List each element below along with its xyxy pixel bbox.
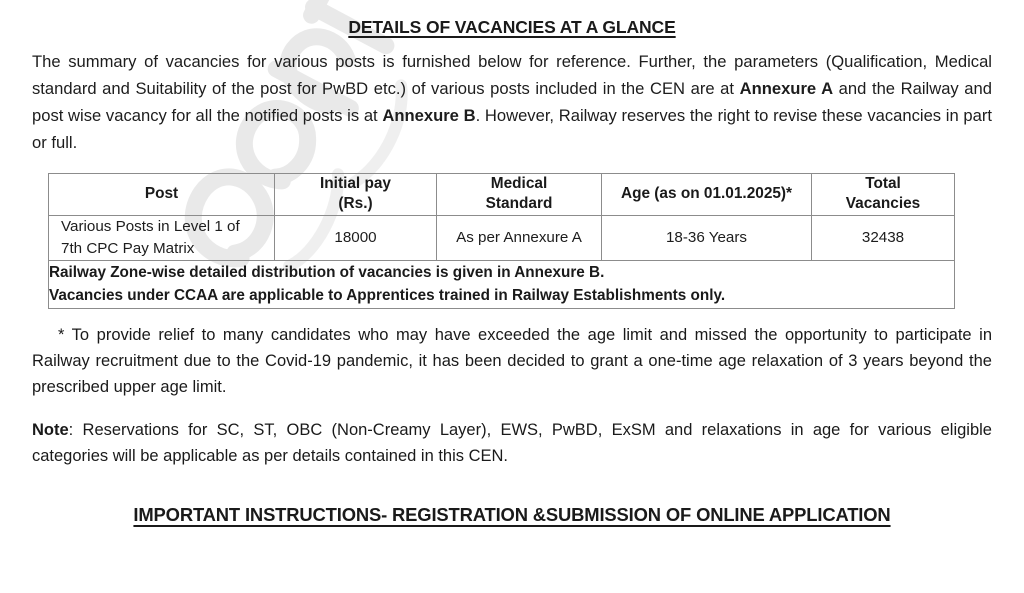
cell-post-line2: 7th CPC Pay Matrix	[61, 240, 195, 258]
age-relaxation-footnote: * To provide relief to many candidates who may have exceeded the age limit and missed the opportunity to participate in Railway recruitment due to the Covid-19 pandemic, it has been decided to grant a one-time age relaxation of 3 years beyond the prescribed upper age limit.	[32, 325, 992, 397]
intro-part-1: The summary of vacancies for various posts is furnished below for reference. Further, the parameters (Qualification, Medical standard and Suitability of the post for PwBD etc.) of various posts included in the CEN are at	[32, 52, 992, 98]
annexure-a-ref: Annexure A	[739, 78, 834, 98]
intro-part-2: and the Railway and post wise vacancy for all the notified posts is at	[32, 78, 992, 125]
column-header-total-line1: Total	[865, 174, 901, 192]
document-page	[0, 17, 1024, 593]
table-footer-note	[49, 261, 955, 309]
column-header-medical-line1: Medical	[490, 174, 548, 192]
column-header-initial-pay-line2: (Rs.)	[338, 195, 373, 213]
cell-post-line1: Various Posts in Level 1 of	[61, 218, 240, 236]
note-label: Note	[32, 420, 69, 439]
intro-paragraph	[32, 49, 992, 157]
column-header-age: Age (as on 01.01.2025)*	[602, 173, 812, 216]
table-footer-note-row	[49, 261, 955, 309]
page-title-text: DETAILS OF VACANCIES AT A GLANCE	[348, 17, 676, 37]
intro-part-3: . However, Railway reserves the right to revise these vacancies in part or full.	[32, 105, 992, 152]
column-header-initial-pay	[275, 173, 437, 216]
bottom-section-heading-text: IMPORTANT INSTRUCTIONS- REGISTRATION &SUBMISSION OF ONLINE APPLICATION	[133, 503, 891, 525]
cell-initial-pay: 18000	[275, 216, 437, 261]
cell-medical-standard: As per Annexure A	[437, 216, 602, 261]
table-footer-note-line1: Railway Zone-wise detailed distribution of vacancies is given in Annexure B.	[49, 264, 605, 282]
column-header-post: Post	[49, 173, 275, 216]
note-text: : Reservations for SC, ST, OBC (Non-Creamy Layer), EWS, PwBD, ExSM and relaxations in age for various eligible categories will be applicable as per details contained in this CEN.	[32, 420, 992, 466]
column-header-total-line2: Vacancies	[845, 195, 921, 213]
annexure-b-ref: Annexure B	[382, 105, 476, 125]
document-content	[0, 17, 1024, 526]
column-header-medical-line2: Standard	[485, 195, 553, 213]
reservations-note	[32, 417, 992, 470]
table-footer-note-line2: Vacancies under CCAA are applicable to Apprentices trained in Railway Establishments only.	[49, 287, 726, 305]
bottom-section-heading	[32, 504, 992, 526]
cell-age: 18-36 Years	[602, 216, 812, 261]
cell-total-vacancies: 32438	[812, 216, 955, 261]
column-header-total-vacancies	[812, 173, 955, 216]
column-header-initial-pay-line1: Initial pay	[320, 174, 391, 192]
column-header-medical-standard	[437, 173, 602, 216]
table-header-row	[49, 173, 955, 216]
cell-post	[49, 216, 275, 261]
page-title	[32, 17, 992, 38]
vacancies-table	[48, 173, 955, 309]
table-row	[49, 216, 955, 261]
